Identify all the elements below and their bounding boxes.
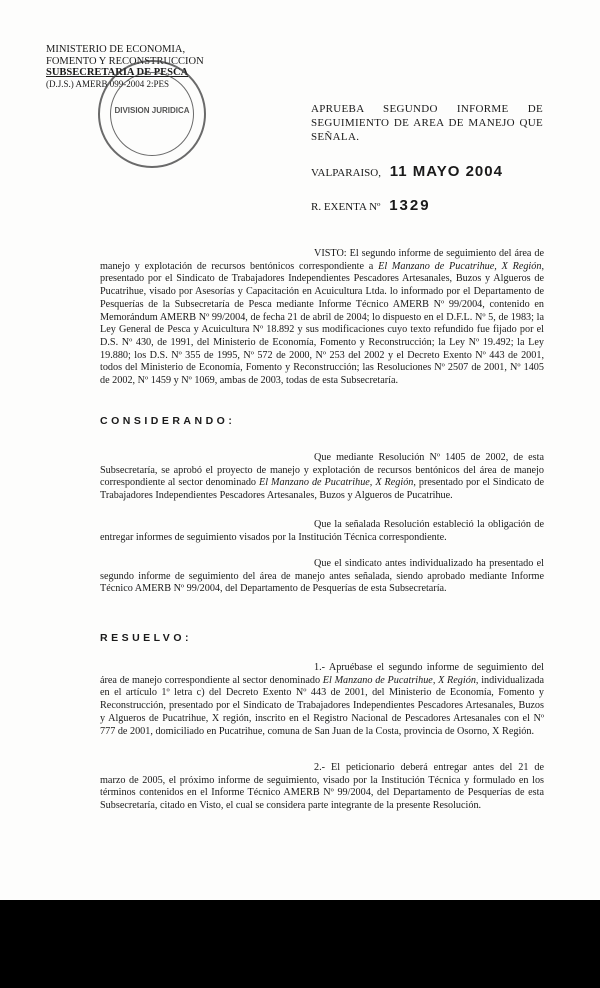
letterhead-subsecretaria: SUBSECRETARIA DE PESCA (46, 67, 189, 78)
considerando-heading: CONSIDERANDO: (100, 415, 236, 427)
letterhead-reference: (D.J.S.) AMERB 099-2004 2:PES (46, 78, 170, 89)
visto-paragraph: VISTO: El segundo informe de seguimiento del área de manejo y explotación de recursos bentónicos correspondiente a El Manzano de Pucatrihue, X Región, presentado por el Sindicato de Trabajadores Independientes Pescadores Artesanales, Buzos y Algueros de Pucatrihue, visado por Asesorías y Capacitación en Acuicultura Ltda. lo informado por el Departamento de Pesquerías de la Subsecretaría de Pesca mediante Informe Técnico AMERB Nº 99/2004, contenido en Memorándum AMERB Nº 99/2004, de fecha 21 de abril de 2004; lo dispuesto en el D.F.L. Nº 5, de 1983; la Ley General de Pesca y Acuicultura Nº 18.892 y sus modificaciones cuyo texto refundido fue fijado por el D.S. Nº 430, de 1991, del Ministerio de Economía, Fomento y Reconstrucción; la Ley Nº 19.492; la Ley 19.880; los D.S. Nº 355 de 1995, Nº 572 de 2000, Nº 253 del 2002 y el Decreto Exento Nº 443 de 2001, todos del Ministerio de Economía, Fomento y Reconstrucción; las Resoluciones Nº 2507 de 2001, Nº 1405 de 2002, Nº 1459 y Nº 1069, ambas de 2003, todas de esta Subsecretaría. (100, 248, 544, 387)
resolution-number (311, 197, 571, 214)
resuelvo-paragraph-2: 2.- El peticionario deberá entregar antes del 21 de marzo de 2005, el próximo informe de seguimiento, visado por la Institución Técnica y formulado en los términos contenidos en el Informe Técnico AMERB Nº 99/2004, del Departamento de Pesquerías de esta Subsecretaría, citado en Visto, el cual se considera parte integrante de la presente Resolución. (100, 762, 544, 812)
letterhead-ministry-cont: FOMENTO Y RECONSTRUCCION (46, 55, 204, 67)
considerando-paragraph-3: Que el sindicato antes individualizado ha presentado el segundo informe de seguimiento del área de manejo antes señalada, siendo aprobado mediante Informe Técnico AMERB Nº 99/2004, del Departamento de Pesquerías de esta Subsecretaría. (100, 558, 544, 595)
place-city: VALPARAISO, (311, 167, 381, 179)
place-date (311, 163, 571, 180)
resolution-subject: APRUEBA SEGUNDO INFORME DE SEGUIMIENTO DE AREA DE MANEJO QUE SEÑALA. (311, 103, 543, 143)
resuelvo-paragraph-1: 1.- Apruébase el segundo informe de seguimiento del área de manejo correspondiente al sector denominado El Manzano de Pucatrihue, X Región, individualizada en el artículo 1º letra c) del Decreto Exento Nº 443 de 2001, del Ministerio de Economía, Fomento y Reconstrucción, presentado por el Sindicato de Trabajadores Independientes Pescadores Artesanales, Buzos y Algueros de Pucatrihue, X región, inscrito en el Registro Nacional de Pescadores Artesanales con el Nº 777 de 2001, domiciliado en Pucatrihue, comuna de San Juan de la Costa, provincia de Osorno, X Región. (100, 662, 545, 737)
resolution-number-value: 1329 (389, 197, 431, 214)
letterhead-ministry: MINISTERIO DE ECONOMIA, (46, 44, 186, 55)
date-stamp: 11 MAYO 2004 (389, 163, 503, 180)
stamp-text: DIVISION JURIDICA (114, 106, 190, 115)
official-seal-stamp (98, 60, 206, 168)
considerando-paragraph-1: Que mediante Resolución Nº 1405 de 2002, de esta Subsecretaría, se aprobó el proyecto de manejo y explotación de recursos bentónicos del área de manejo correspondiente al sector denominado El Manzano de Pucatrihue, X Región, presentado por el Sindicato de Trabajadores Independientes Pescadores Artesanales, Buzos y Algueros de Pucatrihue. (100, 452, 544, 502)
resuelvo-heading: RESUELVO: (100, 632, 192, 644)
scan-border (0, 900, 600, 988)
resolution-label: R. EXENTA Nº (311, 201, 381, 213)
considerando-paragraph-2: Que la señalada Resolución estableció la obligación de entregar informes de seguimiento visados por la Institución Técnica correspondiente. (100, 519, 544, 543)
